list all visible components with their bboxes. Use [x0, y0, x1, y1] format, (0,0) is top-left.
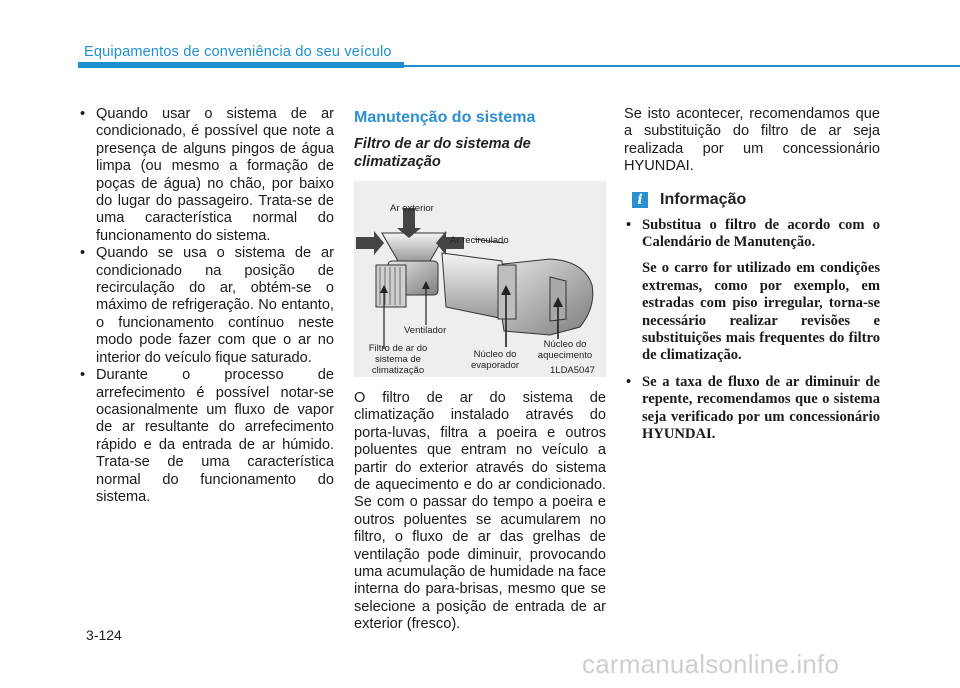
header-accent-bar	[78, 62, 404, 68]
figure-code: 1LDA5047	[550, 365, 595, 376]
middle-column	[354, 106, 606, 634]
heater-label: Núcleo do aquecimento	[537, 339, 593, 361]
bullet-item: • Quando se usa o sistema de ar condicionado na posição de recirculação do ar, obtém-se o máximo de refrigeração. No entanto, o funcionamento contínuo neste modo pode fazer com que o ar no interior do veículo fique saturado.	[78, 245, 334, 367]
air-filter-diagram	[354, 181, 606, 377]
outside-air-label: Ar exterior	[390, 203, 434, 214]
page-number: 3-124	[86, 627, 122, 643]
info-icon: i	[632, 192, 648, 208]
page-header-title: Equipamentos de conveniência do seu veículo	[84, 44, 392, 60]
subsection-title: Filtro de ar do sistema de climatização	[354, 136, 531, 170]
info-list	[624, 217, 880, 444]
filter-description: O filtro de ar do sistema de climatização instalado através do porta-luvas, filtra a poeira e outros poluentes que entram no veículo a partir do exterior através do sistema de aquecimento e do ar condicionado. Se com o passar do tempo a poeira e outros poluentes se acumularem no filtro, o fluxo de ar das grelhas de ventilação pode diminuir, provocando uma acumulação de humidade na face interna do para-brisas, mesmo que se selecione a posição de entrada de ar exterior (fresco).	[354, 390, 606, 633]
bullet-item: • Durante o processo de arrefecimento é possível notar-se ocasionalmente um fluxo de vapor de ar resultante do arrefecimento rápido e da entrada de ar húmido. Trata-se de uma característica normal do funcionamento do sistema.	[78, 367, 334, 506]
filter-label: Filtro de ar do sistema de climatização	[368, 343, 428, 376]
info-item: • Se a taxa de fluxo de ar diminuir de repente, recomendamos que o sistema seja verificado por um concessionário HYUNDAI.	[624, 374, 880, 444]
left-column	[78, 106, 334, 506]
right-column	[624, 106, 880, 444]
bullet-item: • Quando usar o sistema de ar condicionado, é possível que note a presença de alguns pingos de água limpa (ou mesmo a formação de poças de água) no chão, por baixo do lugar do passageiro. Trata-se de uma característica normal do funcionamento do sistema.	[78, 106, 334, 245]
recirculated-air-label: Ar recirculado	[450, 235, 509, 246]
watermark: carmanualsonline.info	[582, 649, 840, 679]
recommendation-text: Se isto acontecer, recomendamos que a substituição do filtro de ar seja realizada por um concessionário HYUNDAI.	[624, 106, 880, 175]
blower-label: Ventilador	[404, 325, 447, 336]
header-rule	[404, 65, 960, 67]
info-item: • Substitua o filtro de acordo com o Calendário de Manutenção.	[624, 217, 880, 252]
info-heading	[624, 189, 880, 211]
info-title: Informação	[660, 190, 747, 208]
info-item-paragraph: Se o carro for utilizado em condições extremas, como por exemplo, em estradas com piso irregular, torna-se necessário realizar revisões e substituições mais frequentes do filtro de climatização.	[642, 260, 880, 364]
section-title: Manutenção do sistema	[354, 109, 536, 126]
evaporator-label: Núcleo do evaporador	[470, 349, 520, 371]
